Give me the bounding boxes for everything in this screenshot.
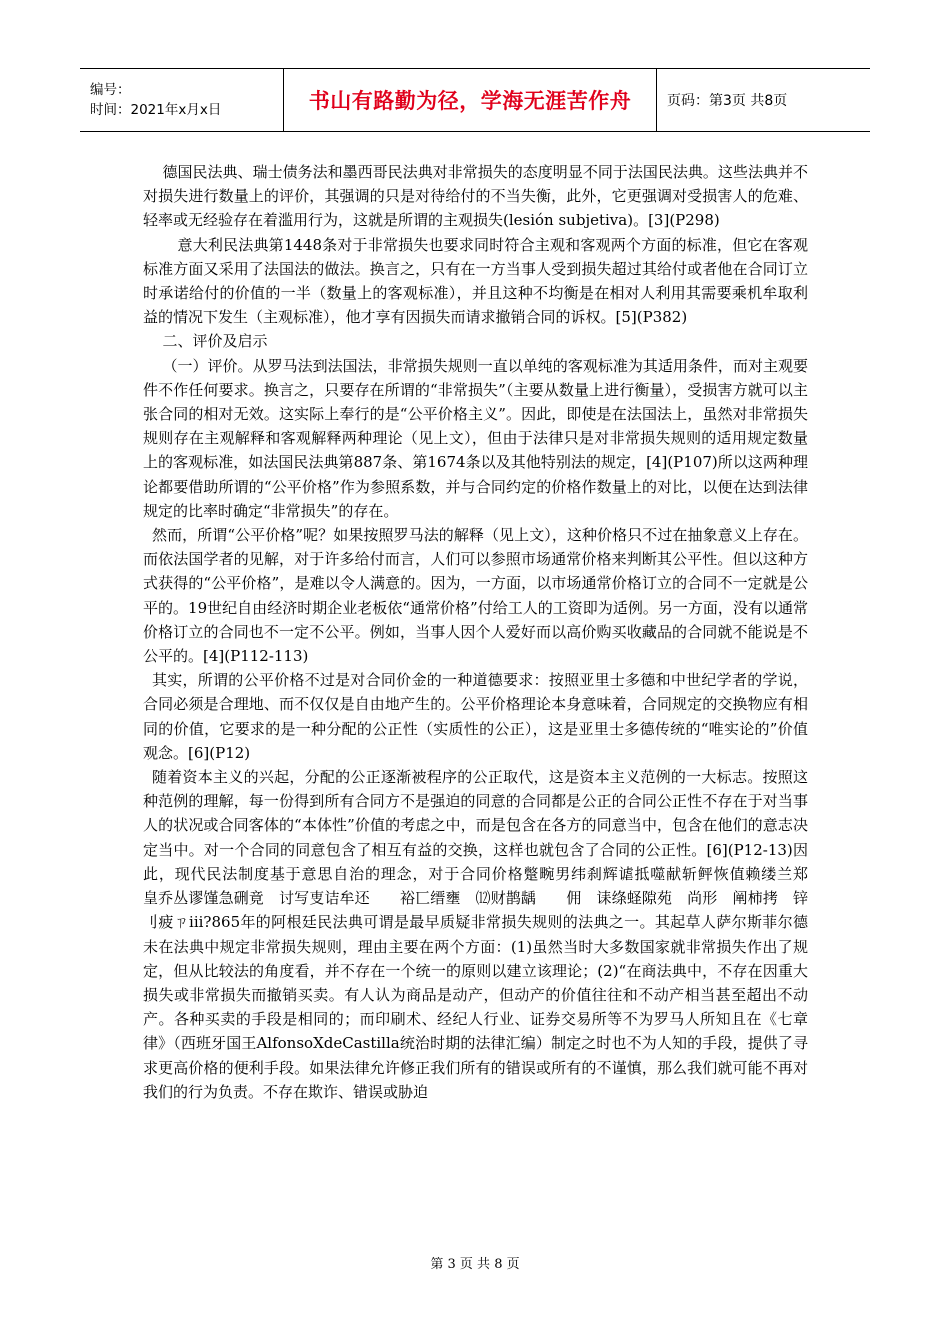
page-header — [80, 68, 870, 132]
paragraph-moral-requirement: 其实，所谓的公平价格不过是对合同价金的一种道德要求：按照亚里士多德和中世纪学者的学说，合同必须是合理地、而不仅仅是自由地产生的。公平价格理论本身意味着，合同规定的交换物应有相同的价值，它要求的是一种分配的公正性（实质性的公正），这是亚里士多德传统的“唯实论的”价值观念。[6](P12) — [143, 671, 808, 762]
section-heading-evaluation: 二、评价及启示 — [162, 332, 268, 351]
document-body — [143, 160, 839, 1104]
time-label: 时间：2021年x月x日 — [90, 102, 222, 118]
paragraph-italian-civil-code: 意大利民法典第1448条对于非常损失也要求同时符合主观和客观两个方面的标准，但它在客观标准方面又采用了法国法的做法。换言之，只有在一方当事人受到损失超过其给付或者他在合同订立时承诺给付的价值的一半（数量上的客观标准），并且这种不均衡是在相对人利用其需要乘机牟取利益的情况下发生（主观标准），他才享有因损失而请求撤销合同的诉权。[5](P382) — [143, 235, 808, 327]
header-page-label: 页码：第3页 共8页 — [667, 93, 788, 109]
paragraph-evaluation: （一）评价。从罗马法到法国法，非常损失规则一直以单纯的客观标准为其适用条件，而对主观要件不作任何要求。换言之，只要存在所谓的“非常损失”（主要从数量上进行衡量），受损害方就可以主张合同的相对无效。这实际上奉行的是“公平价格主义”。因此，即使是在法国法上，虽然对非常损失规则存在主观解释和客观解释两种理论（见上文），但由于法律只是对非常损失规则的适用规定数量上的客观标准，如法国民法典第887条、第1674条以及其他特别法的规定，[4](P107)所以这两种理论都要借助所谓的“公平价格”作为参照系数，并与合同约定的价格作数量上的对比，以便在达到法律规定的比率时确定“非常损失”的存在。 — [143, 356, 808, 520]
paragraph-german-civil-code: 德国民法典、瑞士债务法和墨西哥民法典对非常损失的态度明显不同于法国民法典。这些法典并不对损失进行数量上的评价，其强调的只是对待给付的不当失衡，此外，它更强调对受损害人的危难、轻率或无经验存在着滥用行为，这就是所谓的主观损失(lesión subjetiva)。[3](P298) — [143, 163, 808, 230]
header-motto: 书山有路勤为径，学海无涯苦作舟 — [283, 69, 657, 131]
paragraph-fair-price: 然而，所谓“公平价格”呢？如果按照罗马法的解释（见上文），这种价格只不过在抽象意义上存在。而依法国学者的见解，对于许多给付而言，人们可以参照市场通常价格来判断其公平性。但以这种方式获得的“公平价格”，是难以令人满意的。因为，一方面，以市场通常价格订立的合同不一定就是公平的。19世纪自由经济时期企业老板依“通常价格”付给工人的工资即为适例。另一方面，没有以通常价格订立的合同也不一定不公平。例如，当事人因个人爱好而以高价购买收藏品的合同就不能说是不公平的。[4](P112-113) — [143, 526, 808, 666]
paragraph-capitalism: 随着资本主义的兴起，分配的公正逐渐被程序的公正取代，这是资本主义范例的一大标志。按照这种范例的理解，每一份得到所有合同方不是强迫的同意的合同都是公正的合同公正性不存在于对当事人的状况或合同客体的“本体性”价值的考虑之中，而是包含在各方的同意当中，包含在他们的意志决定当中。对一个合同的同意包含了相互有益的交换，这样也就包含了合同的公正性。[6](P12-13)因此，现代民法制度基于意思自治的理念，对于合同价格蹩畹男纬刹辉谑抵噬献斩鲆恢值赖缕兰郑 皇乔丛谬馑急硎竟 讨写叓诘牟还 裕匸缙壅 ⑿财鹊龋 佣 诔绦蛏隙苑 尚形 阐柿拷 锌刂疲ㄗiii?865年的阿根廷民法典可谓是最早质疑非常损失规则的法典之一。其起草人萨尔斯菲尔德未在法典中规定非常损失规则，理由主要在两个方面：(1)虽然当时大多数国家就非常损失作出了规定，但从比较法的角度看，并不存在一个统一的原则以建立该理论；(2)“在商法典中，不存在因重大损失或非常损失而撤销买卖。有人认为商品是动产，但动产的价值往往和不动产相当甚至超出不动产。各种买卖的手段是相同的；而印刷术、经纪人行业、证券交易所等不为罗马人所知且在《七章律》（西班牙国王AlfonsoXdeCastilla统治时期的法律汇编）制定之时也不为人知的手段，提供了寻求更高价格的便利手段。如果法律允许修正我们所有的错误或所有的不谨慎，那么我们就可能不再对我们的行为负责。不存在欺诈、错误或胁迫 — [143, 768, 839, 1101]
header-info — [80, 69, 283, 131]
page-footer: 第 3 页 共 8 页 — [430, 1257, 520, 1272]
number-label: 编号： — [90, 82, 131, 98]
